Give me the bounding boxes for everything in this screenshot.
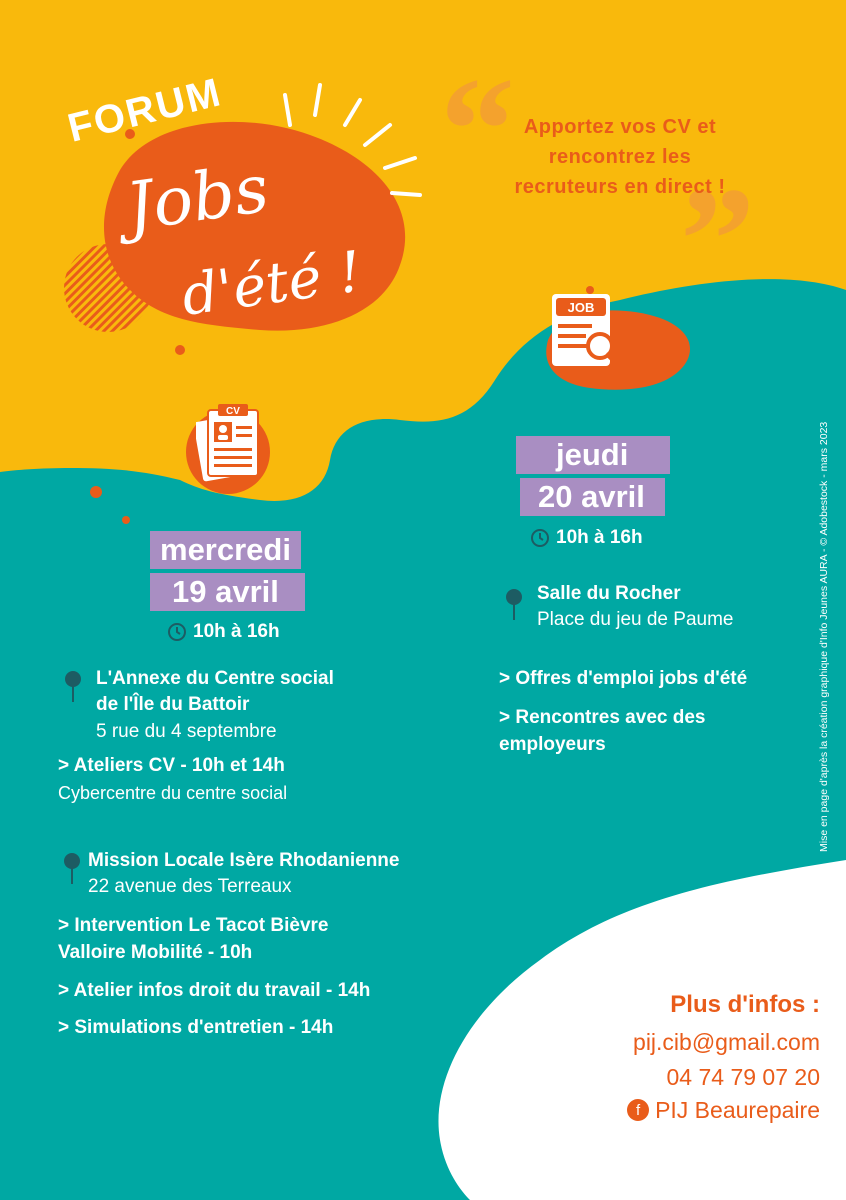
svg-text:”: ”: [680, 157, 755, 323]
dot: [175, 345, 185, 355]
svg-text:“: “: [440, 47, 515, 213]
thursday-date-label: 20 avril: [520, 478, 665, 516]
activity-rencontres-line2: employeurs: [499, 734, 606, 755]
wednesday-hours-text: 10h à 16h: [193, 621, 280, 642]
activity-tacot-line1: > Intervention Le Tacot Bièvre: [58, 915, 329, 936]
svg-text:Jobs: Jobs: [121, 150, 274, 246]
quote-line: recruteurs en direct !: [514, 176, 726, 198]
venue2-name: Mission Locale Isère Rhodanienne: [88, 850, 400, 871]
contact-heading: Plus d'infos :: [670, 991, 820, 1018]
location-pin-icon: [63, 852, 81, 884]
venue1-name-line1: L'Annexe du Centre social: [96, 668, 334, 689]
thursday-venue-name: Salle du Rocher: [537, 583, 681, 604]
quote-text: [470, 112, 770, 202]
activity-offres: > Offres d'emploi jobs d'été: [499, 668, 748, 689]
quote-line: rencontrez les: [548, 146, 692, 168]
photo-credit: Mise en page d'après la création graphique d'Info Jeunes AURA - © Adobestock - mars 2023: [818, 421, 830, 852]
activity-simulations: > Simulations d'entretien - 14h: [58, 1017, 334, 1038]
thursday-hours-text: 10h à 16h: [556, 527, 643, 548]
thursday-day-label: jeudi: [516, 436, 670, 474]
venue1-name-line2: de l'Île du Battoir: [96, 694, 250, 715]
quote-line: Apportez vos CV et: [523, 116, 717, 138]
wednesday-hours: [167, 621, 280, 643]
svg-text:FORUM: FORUM: [63, 70, 227, 151]
svg-text:CV: CV: [226, 406, 240, 417]
facebook-page-name: PIJ Beaurepaire: [655, 1097, 820, 1123]
contact-email[interactable]: pij.cib@gmail.com: [633, 1029, 820, 1055]
dot: [90, 486, 102, 498]
clock-icon: [167, 622, 187, 642]
contact-phone[interactable]: 04 74 79 07 20: [666, 1064, 820, 1090]
wednesday-day-label: mercredi: [150, 531, 301, 569]
job-document-icon: [548, 292, 632, 376]
venue2-address: 22 avenue des Terreaux: [88, 876, 292, 897]
dot: [122, 516, 130, 524]
thursday-hours: [530, 527, 643, 549]
activity-cv-location: Cybercentre du centre social: [58, 783, 288, 803]
activity-tacot-line2: Valloire Mobilité - 10h: [58, 942, 253, 963]
jobs-title: [100, 150, 400, 340]
svg-text:JOB: JOB: [567, 300, 595, 315]
clock-icon: [530, 528, 550, 548]
forum-label: [62, 62, 262, 152]
svg-text:d'été !: d'été !: [177, 239, 366, 329]
cv-document-icon: [196, 404, 264, 484]
contact-facebook[interactable]: [627, 1097, 820, 1124]
activity-droit-travail: > Atelier infos droit du travail - 14h: [58, 980, 371, 1001]
facebook-icon: f: [627, 1099, 649, 1121]
activity-rencontres-line1: > Rencontres avec des: [499, 707, 706, 728]
location-pin-icon: [505, 588, 523, 620]
thursday-venue-address: Place du jeu de Paume: [537, 609, 734, 630]
venue1-address: 5 rue du 4 septembre: [96, 721, 277, 742]
location-pin-icon: [64, 670, 82, 702]
activity-cv-workshop: > Ateliers CV - 10h et 14h: [58, 755, 285, 776]
wednesday-date-label: 19 avril: [150, 573, 305, 611]
